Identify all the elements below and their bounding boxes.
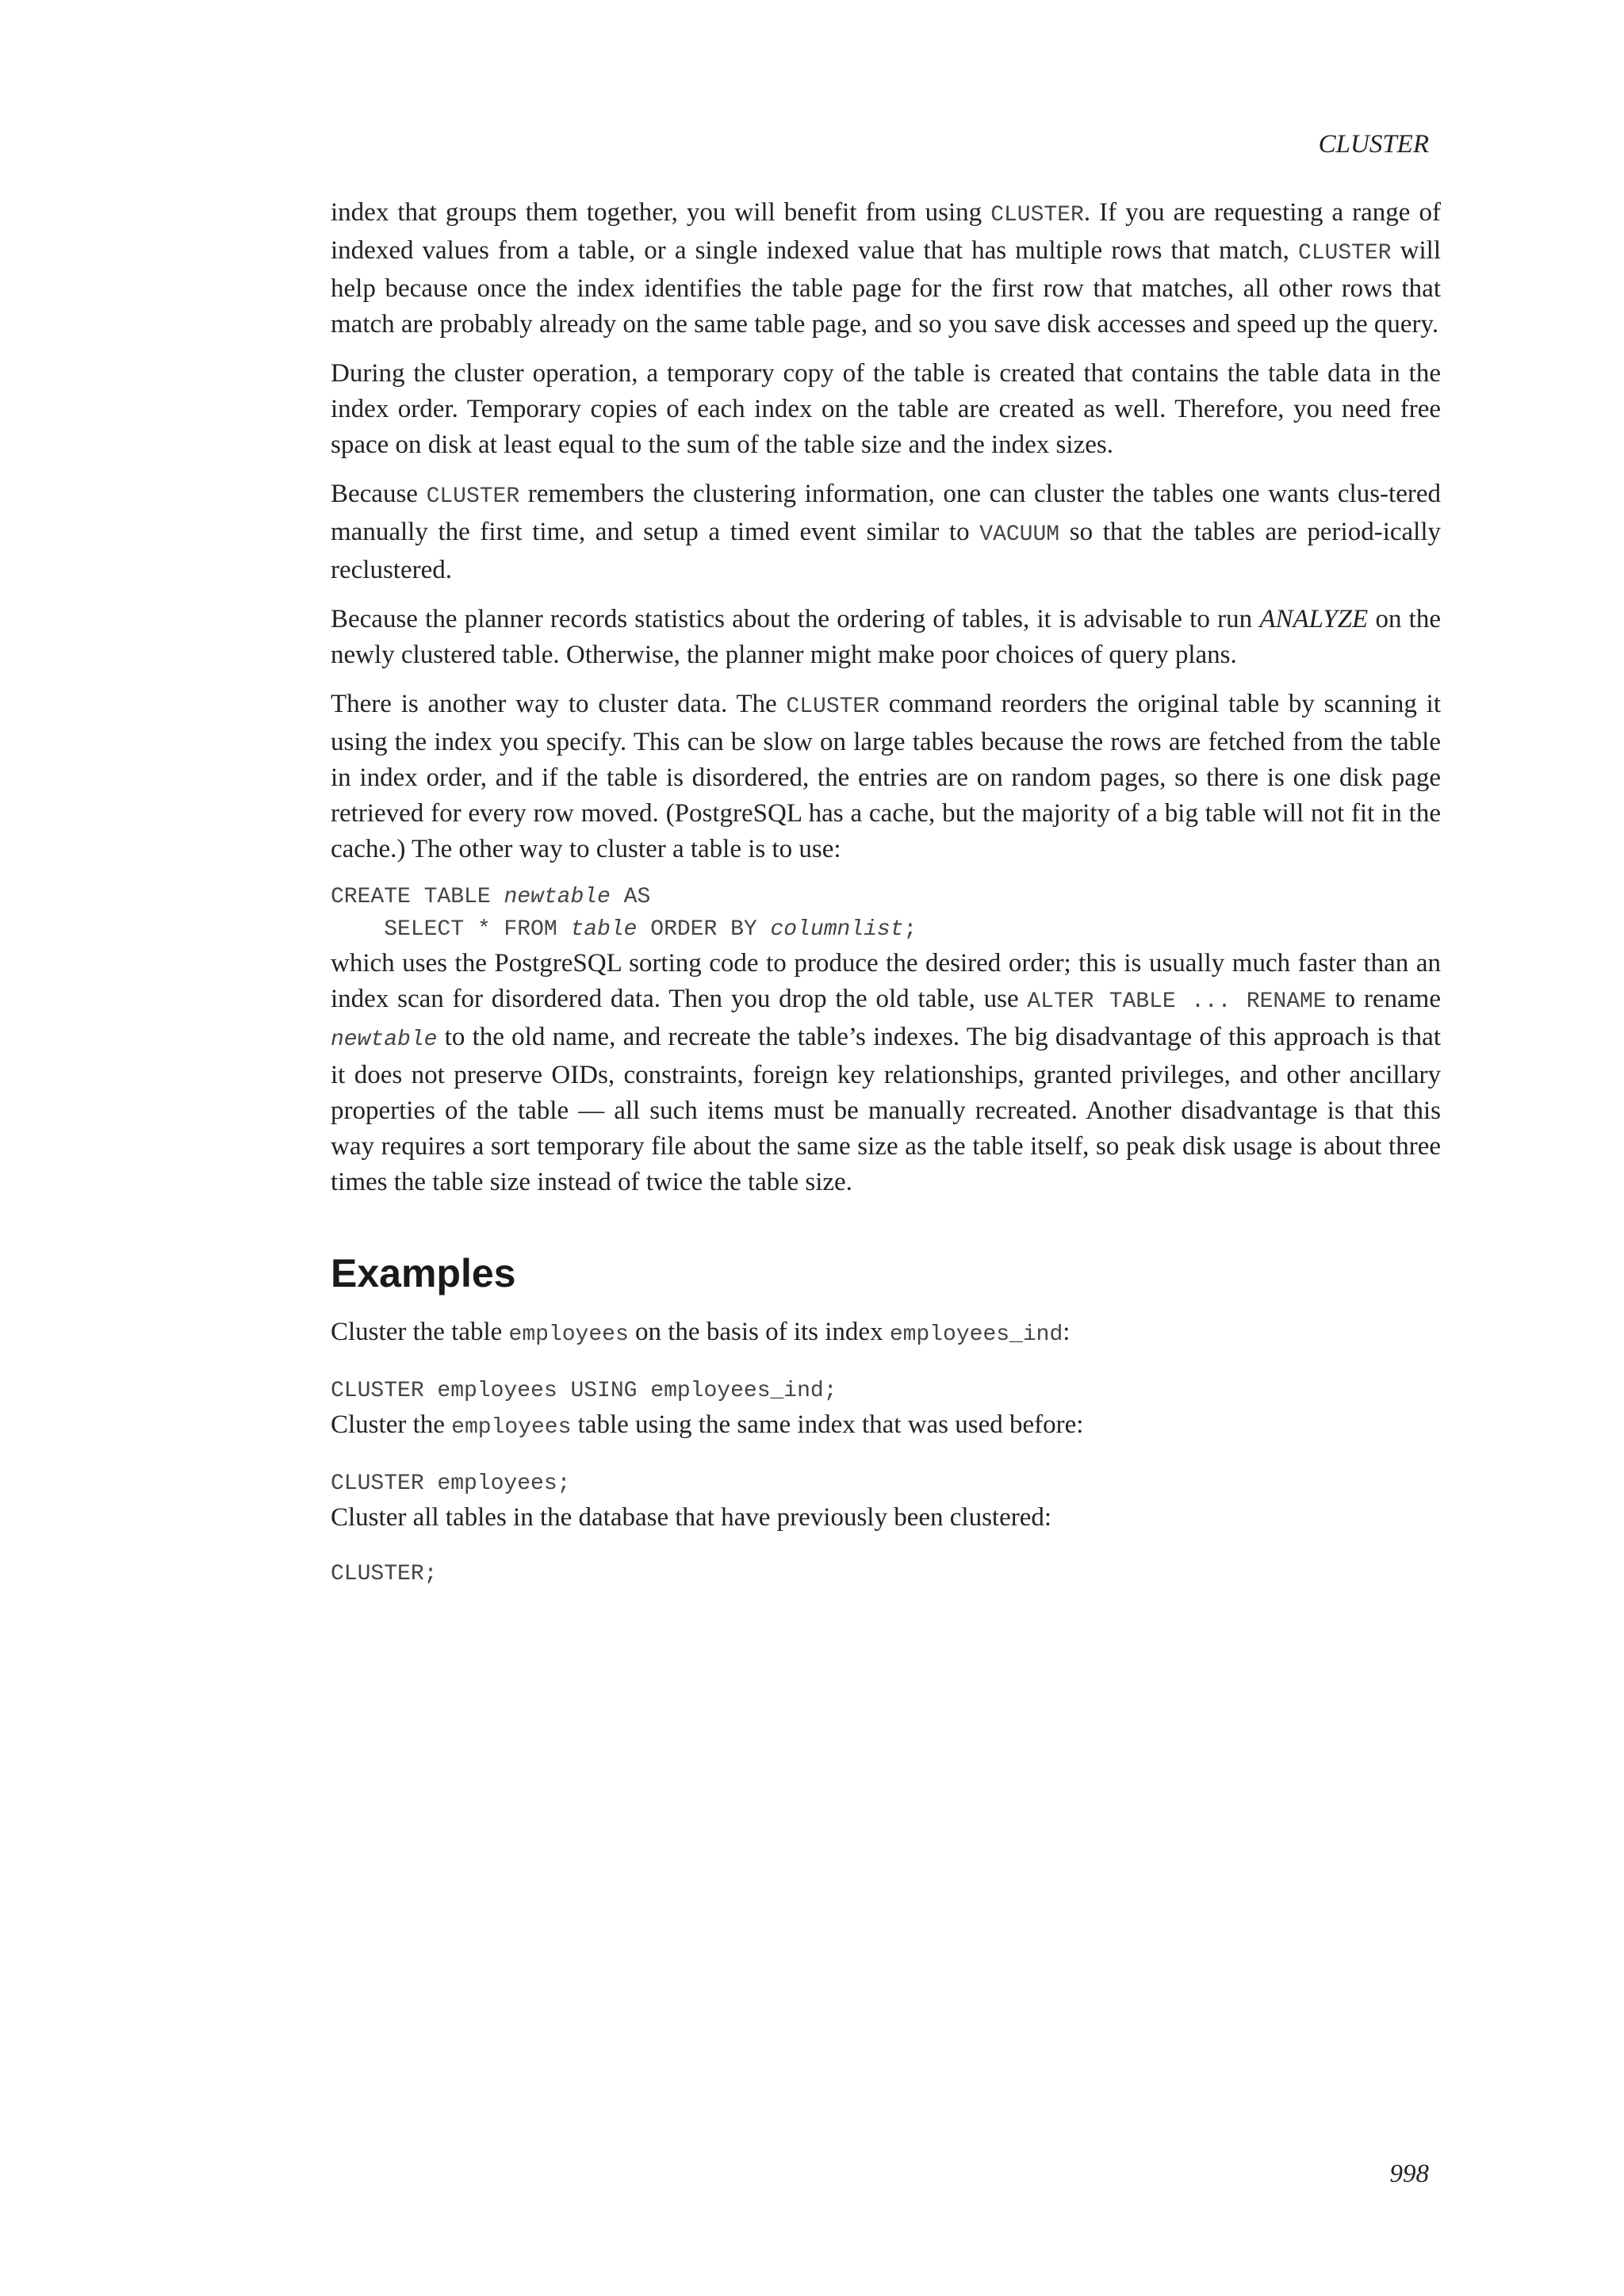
inline-code: employees bbox=[451, 1415, 572, 1440]
text: on the newly clustered table. Otherwise, the planner might make poor choices of query plans. bbox=[331, 605, 1441, 669]
example-2-code: CLUSTER employees; bbox=[331, 1471, 571, 1496]
code-placeholder: table bbox=[570, 917, 638, 942]
example-1-code: CLUSTER employees USING employees_ind; bbox=[331, 1379, 837, 1403]
inline-code: ALTER TABLE ... RENAME bbox=[1027, 989, 1327, 1014]
code-placeholder: columnlist bbox=[770, 917, 904, 942]
example-3-code: CLUSTER; bbox=[331, 1562, 438, 1586]
inline-code: CLUSTER bbox=[426, 484, 520, 509]
running-header: CLUSTER bbox=[1318, 130, 1429, 159]
paragraph-sorting-code bbox=[331, 946, 1441, 1200]
code-text: AS bbox=[610, 885, 651, 909]
text: on the basis of its index bbox=[628, 1318, 890, 1346]
inline-code: CLUSTER bbox=[1297, 241, 1392, 266]
text: : bbox=[1063, 1318, 1071, 1346]
code-text: ; bbox=[903, 917, 917, 942]
emphasis: ANALYZE bbox=[1259, 605, 1369, 633]
code-text: ORDER BY bbox=[637, 917, 771, 942]
text: Cluster the table bbox=[331, 1318, 509, 1346]
text: There is another way to cluster data. The bbox=[331, 690, 787, 718]
section-heading-examples: Examples bbox=[331, 1251, 516, 1295]
code-placeholder: newtable bbox=[504, 885, 611, 909]
example-3-description bbox=[331, 1500, 1441, 1536]
inline-code: CLUSTER bbox=[990, 203, 1084, 228]
inline-code: VACUUM bbox=[979, 522, 1060, 547]
text: which uses the PostgreSQL sorting code to produce the desired order; this is usually much faster than an index scan for disordered data. Then you drop the old table, use bbox=[331, 949, 1441, 1013]
page-content bbox=[331, 195, 1441, 1590]
example-2-description bbox=[331, 1407, 1441, 1445]
inline-code: employees_ind bbox=[889, 1322, 1063, 1347]
code-block-create-table bbox=[331, 881, 1441, 946]
paragraph-analyze bbox=[331, 602, 1441, 673]
paragraph-benefit bbox=[331, 195, 1441, 342]
text: to the old name, and recreate the table’s indexes. The big disadvantage of this approach is that it does not preserve OIDs, constraints, foreign key relationships, granted privileges, and other ancillary properties of the table — all such items must be manually recreated. Another disadvantage is that this way requires a sort temporary file about the same size as the table itself, so peak disk usage is about three times the table size instead of twice the table size. bbox=[331, 1023, 1441, 1196]
text: command reorders the original table by scanning it using the index you specify. This can be slow on large tables because the rows are fetched from the table in index order, and if the table is disordered, the entries are on random pages, so there is one disk page retrieved for every row moved. (PostgreSQL has a cache, but the majority of a big table will not fit in the cache.) The other way to cluster a table is to use: bbox=[331, 690, 1441, 863]
text: Cluster the bbox=[331, 1410, 452, 1439]
text: Because the planner records statistics about the ordering of tables, it is advisable to run bbox=[331, 605, 1260, 633]
page-number: 998 bbox=[1389, 2160, 1429, 2188]
text: Because bbox=[331, 480, 427, 508]
inline-code: employees bbox=[508, 1322, 629, 1347]
text: Cluster all tables in the database that have previously been clustered: bbox=[331, 1503, 1052, 1532]
inline-code-placeholder: newtable bbox=[331, 1027, 438, 1052]
text: . If you are requesting a range of indexed values from a table, or a single indexed value that has multiple rows that match, bbox=[331, 198, 1441, 265]
paragraph-clustering-info bbox=[331, 476, 1441, 588]
code-text: SELECT * FROM bbox=[331, 917, 571, 942]
inline-code: CLUSTER bbox=[786, 695, 880, 719]
text: index that groups them together, you will benefit from using bbox=[331, 198, 991, 227]
paragraph-another-way bbox=[331, 687, 1441, 867]
text: to rename bbox=[1326, 985, 1441, 1013]
code-text: CREATE TABLE bbox=[331, 885, 504, 909]
paragraph-temporary-copy bbox=[331, 356, 1441, 463]
text: During the cluster operation, a temporary copy of the table is created that contains the table data in the index order. Temporary copies of each index on the table are created as well. Therefore, you need free space on disk at least equal to the sum of the table size and the index sizes. bbox=[331, 359, 1441, 459]
text: so that the tables are period-ically reclustered. bbox=[331, 518, 1442, 584]
text: will help because once the index identifies the table page for the first row that matches, all other rows that match are probably already on the same table page, and so you save disk accesses and speed up the query. bbox=[331, 236, 1441, 339]
text: table using the same index that was used before: bbox=[571, 1410, 1084, 1439]
example-1-description bbox=[331, 1314, 1441, 1353]
text: remembers the clustering information, one can cluster the tables one wants clus-tered manually the first time, and setup a timed event similar to bbox=[331, 480, 1441, 546]
